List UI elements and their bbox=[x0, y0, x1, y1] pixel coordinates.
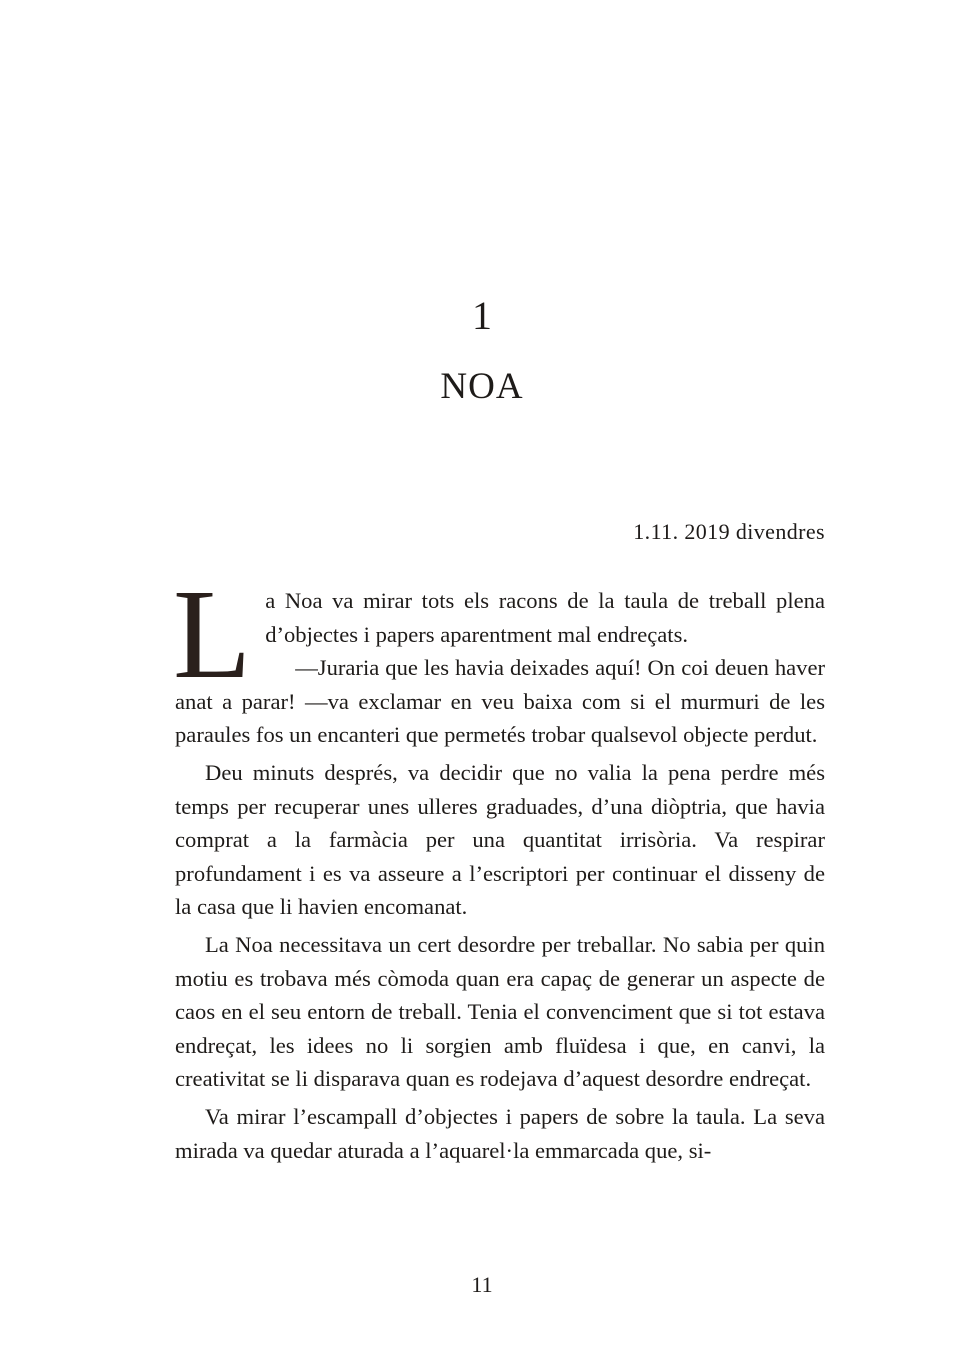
paragraph-text: a Noa va mirar tots els racons de la taula de treball plena d’objectes i papers aparentment mal endreçats. bbox=[265, 588, 825, 647]
chapter-number: 1 bbox=[472, 293, 492, 338]
chapter-body bbox=[173, 563, 825, 1167]
paragraph: La Noa necessitava un cert desordre per treballar. No sabia per quin motiu es trobava més còmoda quan era capaç de generar un aspecte de caos en el seu entorn de treball. Tenia el convenciment que si tot estava endreçat, les idees no li sorgien amb fluïdesa i que, en canvi, la creativitat se li disparava quan es rodejava d’aquest desordre endreçat. bbox=[175, 931, 825, 1092]
paragraph: Va mirar l’escampall d’objectes i papers de sobre la taula. La seva mirada va quedar aturada a l’aquarel·la emmarcada que, si- bbox=[175, 1103, 825, 1163]
page-number: 11 bbox=[471, 1272, 493, 1297]
chapter-date: 1.11. 2019 divendres bbox=[633, 519, 825, 544]
paragraph: Deu minuts després, va decidir que no valia la pena perdre més temps per recuperar unes ulleres graduades, d’una diòptria, que havia comprat a la farmàcia per una quantitat irrisòria. Va respirar profundament i es va asseure a l’escriptori per continuar el disseny de la casa que li havien encomanat. bbox=[175, 759, 825, 920]
drop-cap: L bbox=[173, 563, 252, 705]
chapter-title: NOA bbox=[440, 366, 524, 407]
paragraph-dialogue: —Juraria que les havia deixades aquí! On coi deuen haver anat a parar! —va exclamar en veu baixa com si el murmuri de les paraules fos un encanteri que permetés trobar qualsevol objecte perdut. bbox=[175, 655, 825, 748]
